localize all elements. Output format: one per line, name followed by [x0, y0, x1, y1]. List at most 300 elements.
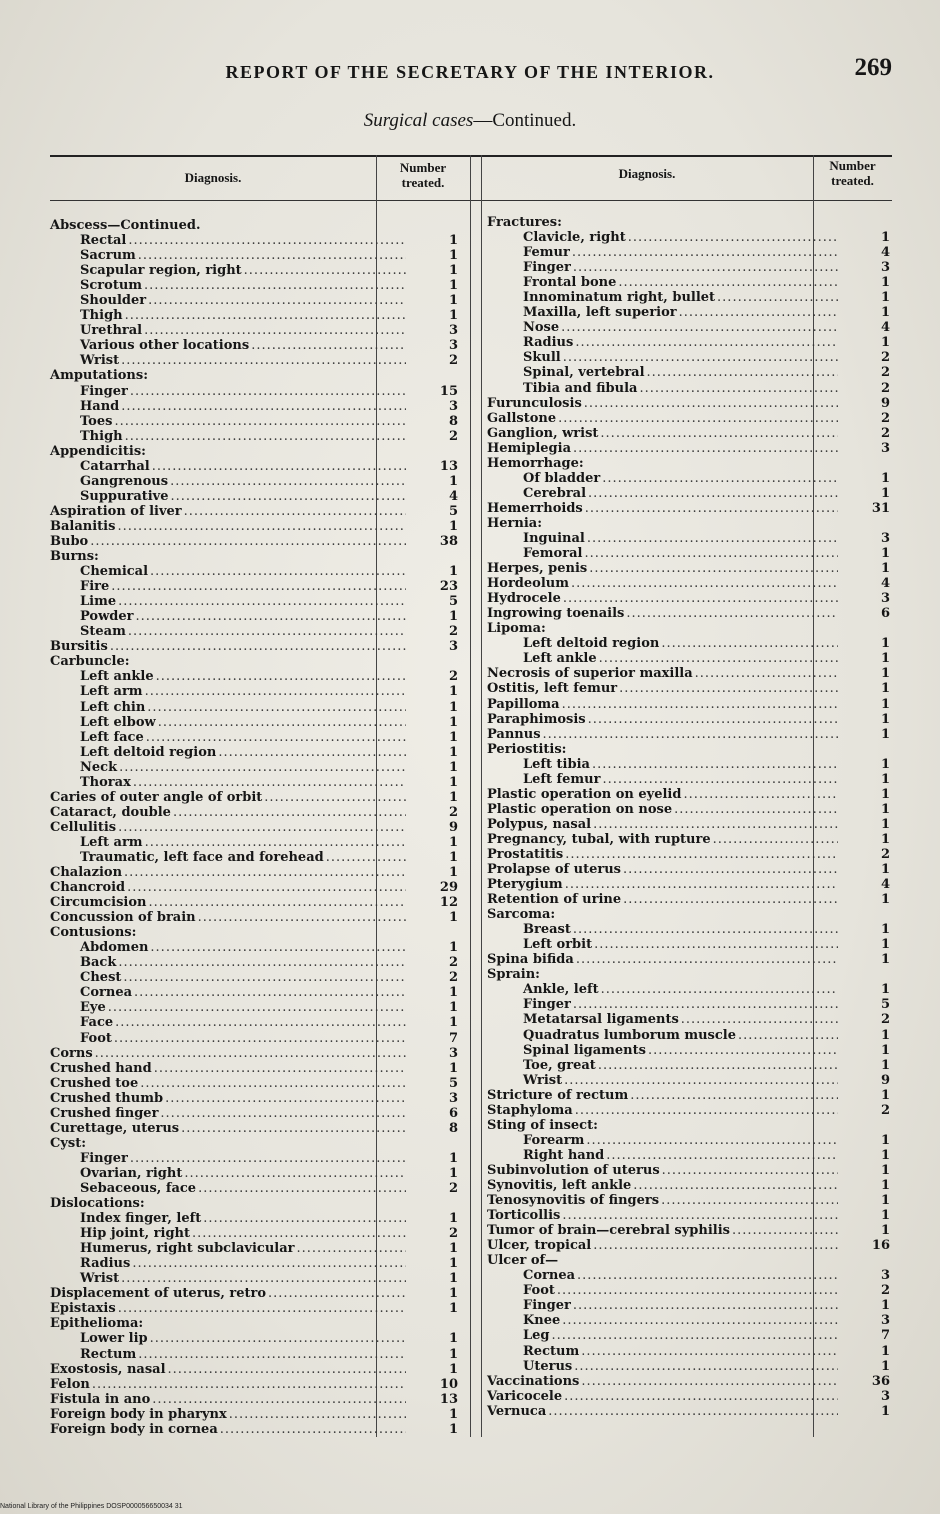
diagnosis-label: Thigh [80, 308, 123, 324]
number-treated: 1 [880, 1343, 890, 1359]
diagnosis-label: Ulcer of— [487, 1253, 559, 1269]
number-treated: 1 [880, 335, 890, 351]
table-row [487, 335, 892, 350]
table-row [50, 368, 460, 383]
table-row [487, 757, 892, 772]
dot-leader [623, 862, 838, 877]
number-treated: 1 [880, 862, 890, 878]
table-row [487, 802, 892, 817]
diagnosis-label: Vaccinations [487, 1373, 580, 1389]
dot-leader [661, 636, 838, 651]
number-treated: 1 [880, 275, 890, 291]
number-treated: 3 [448, 1045, 458, 1061]
number-treated: 1 [448, 744, 458, 760]
number-treated: 13 [439, 1391, 458, 1407]
dot-leader [152, 1392, 406, 1407]
dot-leader [150, 940, 406, 955]
table-row [487, 1133, 892, 1148]
table-row [50, 594, 460, 609]
diagnosis-label: Chalazion [50, 865, 123, 881]
number-treated: 1 [448, 1150, 458, 1166]
number-treated: 2 [448, 1226, 458, 1242]
diagnosis-label: Hordeolum [487, 576, 569, 592]
diagnosis-label: Retention of urine [487, 892, 622, 908]
dot-leader [95, 1046, 406, 1061]
dot-leader [602, 772, 838, 787]
diagnosis-label: Femur [523, 245, 570, 261]
diagnosis-label: Hernia: [487, 515, 543, 531]
dot-leader [573, 441, 838, 456]
diagnosis-label: Plastic operation on eyelid [487, 786, 682, 802]
diagnosis-label: Finger [523, 997, 571, 1013]
table-row [487, 1328, 892, 1343]
dot-leader [110, 639, 406, 654]
table-row [487, 1012, 892, 1027]
table-row [487, 411, 892, 426]
number-treated: 3 [448, 639, 458, 655]
number-treated: 1 [880, 651, 890, 667]
dot-leader [588, 486, 838, 501]
diagnosis-label: Left deltoid region [80, 744, 217, 760]
dot-leader [156, 669, 406, 684]
number-header-line2: treated. [401, 175, 445, 190]
table-row [50, 429, 460, 444]
diagnosis-label: Epistaxis [50, 1301, 116, 1317]
diagnosis-label: Neck [80, 759, 118, 775]
diagnosis-label: Abscess—Continued. [50, 218, 201, 233]
number-treated: 4 [880, 576, 890, 592]
diagnosis-label: Left arm [80, 834, 143, 850]
table-row [487, 862, 892, 877]
number-treated: 1 [880, 1298, 890, 1314]
dot-leader [171, 489, 406, 504]
table-row [487, 1374, 892, 1389]
table-row [487, 1073, 892, 1088]
dot-leader [563, 591, 838, 606]
diagnosis-label: Finger [80, 1150, 128, 1166]
diagnosis-label: Crushed thumb [50, 1090, 164, 1106]
number-treated: 1 [448, 293, 458, 309]
number-treated: 1 [880, 756, 890, 772]
dot-leader [165, 1091, 406, 1106]
diagnosis-label: Breast [523, 922, 571, 938]
number-treated: 1 [448, 473, 458, 489]
number-treated: 1 [880, 892, 890, 908]
diagnosis-label: Of bladder [523, 470, 601, 486]
dot-leader [192, 1226, 406, 1241]
dot-leader [626, 606, 838, 621]
number-treated: 1 [448, 308, 458, 324]
number-treated: 1 [880, 801, 890, 817]
table-row [487, 681, 892, 696]
number-treated: 29 [439, 880, 458, 896]
table-row [50, 850, 460, 865]
dot-leader [92, 1377, 406, 1392]
diagnosis-header-left: Diagnosis. [184, 170, 242, 185]
number-treated: 1 [448, 759, 458, 775]
dot-leader [128, 624, 406, 639]
dot-leader [251, 338, 406, 353]
diagnosis-label: Toes [80, 413, 113, 429]
table-row [50, 233, 460, 248]
diagnosis-label: Left chin [80, 699, 146, 715]
dot-leader [145, 684, 406, 699]
diagnosis-label: Caries of outer angle of orbit [50, 789, 263, 805]
dot-leader [662, 1163, 838, 1178]
table-row [50, 248, 460, 263]
diagnosis-label: Lipoma: [487, 621, 546, 637]
table-row [487, 1148, 892, 1163]
table-row [50, 895, 460, 910]
dot-leader [594, 937, 838, 952]
dot-leader [552, 1328, 838, 1343]
left-diagnosis-list [50, 218, 460, 1437]
dot-leader [138, 248, 406, 263]
table-title-rest: —Continued. [473, 110, 577, 131]
dot-leader [573, 1298, 838, 1313]
diagnosis-label: Sarcoma: [487, 907, 556, 923]
table-row [50, 609, 460, 624]
diagnosis-label: Inguinal [523, 530, 585, 546]
table-row [487, 1103, 892, 1118]
table-row [487, 1178, 892, 1193]
number-treated: 1 [880, 1193, 890, 1209]
number-treated: 1 [880, 922, 890, 938]
number-treated: 1 [880, 1223, 890, 1239]
dot-leader [124, 865, 406, 880]
dot-leader [132, 1256, 406, 1271]
number-treated: 2 [448, 1181, 458, 1196]
diagnosis-label: Hip joint, right [80, 1226, 190, 1242]
dot-leader [584, 396, 838, 411]
number-treated: 2 [448, 624, 458, 640]
number-treated: 1 [448, 233, 458, 249]
dot-leader [562, 1208, 838, 1223]
table-row [487, 1208, 892, 1223]
diagnosis-label: Fire [80, 579, 110, 595]
table-row [487, 1283, 892, 1298]
diagnosis-label: Epithelioma: [50, 1316, 144, 1332]
number-treated: 3 [880, 1313, 890, 1329]
number-treated: 1 [448, 865, 458, 881]
number-treated: 1 [448, 609, 458, 625]
dot-leader [564, 1073, 838, 1088]
number-treated: 2 [448, 970, 458, 986]
diagnosis-label: Powder [80, 609, 134, 625]
table-row [50, 414, 460, 429]
number-treated: 3 [448, 398, 458, 414]
diagnosis-label: Finger [80, 383, 128, 399]
diagnosis-label: Chancroid [50, 880, 126, 896]
dot-leader [593, 817, 838, 832]
library-footer: National Library of the Philippines DOSP000056650034 31 [0, 1503, 183, 1510]
table-row [487, 907, 892, 922]
table-row [50, 1347, 460, 1362]
number-treated: 1 [880, 1178, 890, 1193]
number-treated: 1 [448, 1256, 458, 1272]
diagnosis-label: Cornea [80, 985, 133, 1001]
dot-leader [146, 730, 406, 745]
table-row [50, 1031, 460, 1046]
table-row [487, 1313, 892, 1328]
table-row [50, 504, 460, 519]
table-row [487, 531, 892, 546]
table-row [487, 275, 892, 290]
diagnosis-label: Felon [50, 1376, 90, 1392]
number-header-left [376, 160, 470, 190]
table-row [487, 426, 892, 441]
number-treated: 1 [880, 666, 890, 682]
diagnosis-label: Spinal, vertebral [523, 365, 645, 381]
number-treated: 1 [448, 1331, 458, 1347]
dot-leader [648, 1043, 838, 1058]
number-treated: 38 [439, 533, 458, 549]
dot-leader [108, 1000, 406, 1015]
diagnosis-label: Ovarian, right [80, 1165, 183, 1181]
column-divider [470, 155, 471, 1437]
table-row [50, 489, 460, 504]
dot-leader [119, 760, 406, 775]
diagnosis-label: Metatarsal ligaments [523, 1012, 679, 1028]
table-row [50, 1422, 460, 1437]
table-row [487, 215, 892, 230]
dot-leader [564, 1389, 838, 1404]
column-divider [481, 155, 482, 1437]
table-row [487, 516, 892, 531]
diagnosis-label: Left femur [523, 771, 601, 787]
table-row [50, 534, 460, 549]
table-row [50, 1392, 460, 1407]
dot-leader [133, 775, 406, 790]
number-treated: 2 [880, 380, 890, 396]
dot-leader [574, 1359, 838, 1374]
number-treated: 2 [880, 1102, 890, 1118]
diagnosis-label: Balanitis [50, 518, 116, 534]
dot-leader [573, 997, 838, 1012]
diagnosis-label: Hemorrhage: [487, 455, 584, 471]
number-treated: 1 [880, 1087, 890, 1103]
dot-leader [170, 474, 406, 489]
number-treated: 2 [448, 428, 458, 444]
table-row [487, 1253, 892, 1268]
number-treated: 1 [448, 1165, 458, 1181]
dot-leader [111, 579, 406, 594]
dot-leader [738, 1028, 838, 1043]
number-treated: 1 [448, 1421, 458, 1437]
number-treated: 2 [880, 425, 890, 441]
diagnosis-label: Cellulitis [50, 819, 117, 835]
diagnosis-label: Displacement of uterus, retro [50, 1286, 267, 1302]
diagnosis-label: Stricture of rectum [487, 1087, 629, 1103]
diagnosis-label: Sebaceous, face [80, 1181, 197, 1196]
number-treated: 2 [880, 350, 890, 366]
number-treated: 2 [448, 353, 458, 369]
diagnosis-label: Lower lip [80, 1331, 148, 1347]
diagnosis-label: Ankle, left [523, 982, 599, 998]
table-row [50, 684, 460, 699]
dot-leader [577, 1268, 838, 1283]
diagnosis-label: Contusions: [50, 925, 137, 941]
table-row [487, 666, 892, 681]
table-row [50, 293, 460, 308]
dot-leader [220, 1422, 406, 1437]
table-row [50, 970, 460, 985]
diagnosis-header-right: Diagnosis. [618, 166, 676, 181]
dot-leader [198, 1181, 406, 1196]
diagnosis-label: Subinvolution of uterus [487, 1162, 660, 1178]
diagnosis-label: Frontal bone [523, 275, 617, 291]
diagnosis-label: Rectum [80, 1346, 137, 1362]
diagnosis-label: Radius [80, 1256, 131, 1272]
diagnosis-label: Rectal [80, 233, 127, 249]
table-row [50, 1151, 460, 1166]
dot-leader [732, 1223, 838, 1238]
dot-leader [581, 1374, 838, 1389]
diagnosis-label: Pannus [487, 726, 541, 742]
table-row [50, 654, 460, 669]
number-treated: 1 [880, 1147, 890, 1163]
dot-leader [585, 501, 838, 516]
dot-leader [633, 1178, 838, 1193]
table-row [487, 772, 892, 787]
number-treated: 2 [880, 846, 890, 862]
diagnosis-label: Dislocations: [50, 1196, 145, 1212]
table-row [50, 1196, 460, 1211]
diagnosis-label: Wrist [523, 1072, 563, 1088]
table-row [487, 471, 892, 486]
diagnosis-label: Prolapse of uterus [487, 862, 621, 878]
diagnosis-label: Left tibia [523, 756, 590, 772]
table-row [50, 1076, 460, 1091]
dot-leader [639, 381, 838, 396]
diagnosis-label: Crushed finger [50, 1105, 159, 1121]
diagnosis-label: Left face [80, 729, 144, 745]
dot-leader [184, 1166, 406, 1181]
diagnosis-label: Tumor of brain—cerebral syphilis [487, 1223, 730, 1239]
number-treated: 4 [880, 877, 890, 893]
dot-leader [593, 1238, 838, 1253]
number-treated: 1 [448, 940, 458, 956]
table-row [487, 727, 892, 742]
right-diagnosis-list [487, 215, 892, 1419]
diagnosis-label: Finger [523, 1298, 571, 1314]
table-row [50, 1407, 460, 1422]
table-row [487, 1088, 892, 1103]
number-treated: 5 [448, 503, 458, 519]
diagnosis-label: Necrosis of superior maxilla [487, 666, 693, 682]
diagnosis-label: Hydrocele [487, 591, 561, 607]
diagnosis-label: Left arm [80, 684, 143, 700]
diagnosis-label: Periostitis: [487, 741, 567, 757]
dot-leader [563, 350, 838, 365]
dot-leader [606, 1148, 838, 1163]
dot-leader [152, 459, 406, 474]
table-row [50, 700, 460, 715]
diagnosis-label: Foot [523, 1283, 555, 1299]
diagnosis-label: Femoral [523, 546, 583, 562]
diagnosis-label: Left elbow [80, 714, 156, 730]
table-row [487, 576, 892, 591]
number-treated: 1 [448, 1015, 458, 1031]
number-treated: 1 [880, 1208, 890, 1224]
number-treated: 23 [439, 579, 458, 595]
table-row [487, 982, 892, 997]
table-row [50, 338, 460, 353]
diagnosis-label: Quadratus lumborum muscle [523, 1027, 737, 1043]
header-bottom-rule [50, 200, 892, 201]
number-treated: 16 [871, 1238, 890, 1254]
diagnosis-label: Left ankle [80, 669, 154, 685]
table-row [487, 877, 892, 892]
dot-leader [198, 910, 406, 925]
table-row [50, 910, 460, 925]
table-row [50, 745, 460, 760]
table-row [50, 218, 460, 233]
diagnosis-label: Maxilla, left superior [523, 305, 677, 321]
table-row [50, 1046, 460, 1061]
number-treated: 12 [439, 895, 458, 911]
dot-leader [562, 1313, 838, 1328]
table-row [487, 1359, 892, 1374]
table-row [487, 1298, 892, 1313]
dot-leader [130, 384, 406, 399]
dot-leader [572, 245, 838, 260]
table-row [50, 760, 460, 775]
number-treated: 1 [448, 1271, 458, 1287]
dot-leader [121, 1271, 406, 1286]
number-treated: 1 [448, 849, 458, 865]
table-row [50, 444, 460, 459]
diagnosis-label: Finger [523, 260, 571, 276]
table-row [50, 579, 460, 594]
diagnosis-label: Face [80, 1015, 114, 1031]
diagnosis-label: Uterus [523, 1358, 573, 1374]
dot-leader [140, 1076, 406, 1091]
diagnosis-label: Left deltoid region [523, 636, 660, 652]
table-row [487, 937, 892, 952]
number-header-line1: Number [829, 158, 876, 173]
number-treated: 1 [448, 1361, 458, 1377]
number-treated: 5 [880, 997, 890, 1013]
dot-leader [168, 1362, 406, 1377]
dot-leader [628, 230, 838, 245]
dot-leader [581, 1344, 838, 1359]
dot-leader [602, 471, 838, 486]
dot-leader [573, 260, 838, 275]
number-treated: 1 [448, 910, 458, 926]
diagnosis-label: Pterygium [487, 877, 563, 893]
diagnosis-label: Back [80, 955, 117, 971]
dot-leader [618, 275, 838, 290]
number-treated: 2 [880, 410, 890, 426]
number-treated: 1 [880, 305, 890, 321]
table-row [487, 501, 892, 516]
dot-leader [674, 802, 838, 817]
number-treated: 1 [880, 470, 890, 486]
diagnosis-label: Bubo [50, 533, 89, 549]
number-treated: 1 [880, 726, 890, 742]
table-row [487, 1043, 892, 1058]
diagnosis-label: Foreign body in pharynx [50, 1406, 227, 1422]
table-row [487, 441, 892, 456]
dot-leader [683, 787, 838, 802]
dot-leader [264, 790, 406, 805]
number-treated: 3 [880, 1388, 890, 1404]
table-row [487, 546, 892, 561]
diagnosis-label: Crushed hand [50, 1060, 152, 1076]
number-treated: 1 [448, 1286, 458, 1302]
diagnosis-label: Rectum [523, 1343, 580, 1359]
